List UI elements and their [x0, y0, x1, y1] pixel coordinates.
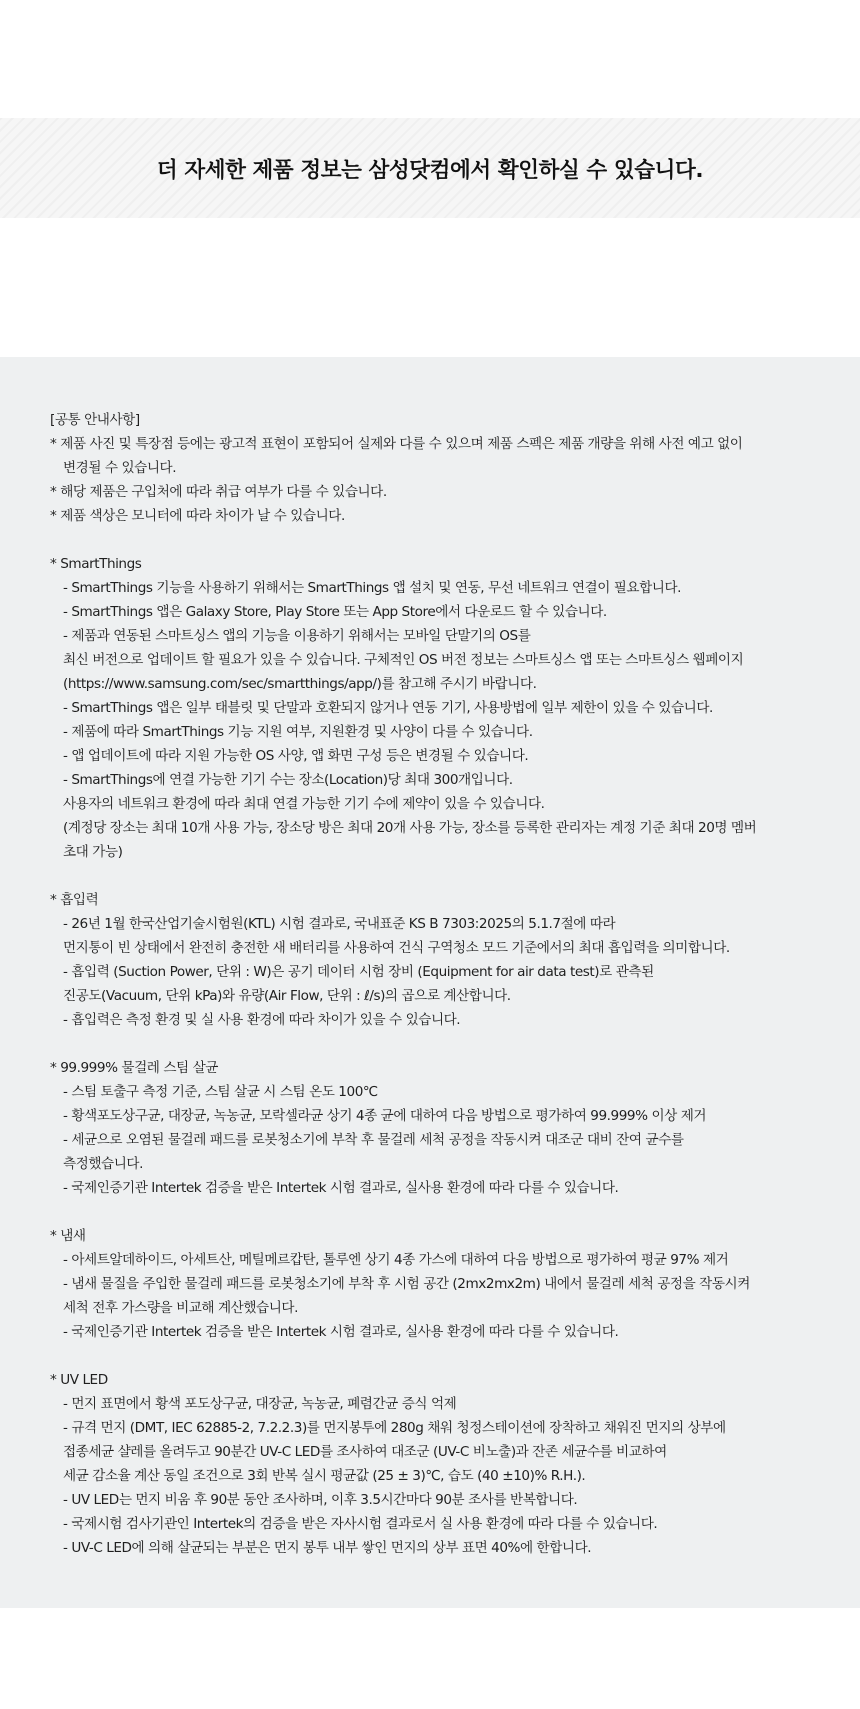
notice-heading: * SmartThings	[50, 556, 142, 572]
info-banner	[0, 118, 860, 218]
blank-line	[50, 1032, 810, 1056]
notice-heading: * 흡입력	[50, 892, 99, 908]
blank-line	[50, 864, 810, 888]
notice-line: (계정당 장소는 최대 10개 사용 가능, 장소당 방은 최대 20개 사용 가능, 장소를 등록한 관리자는 계정 기준 최대 20명 멤버	[63, 820, 757, 836]
notice-line: - 아세트알데하이드, 아세트산, 메틸메르캅탄, 톨루엔 상기 4종 가스에 대하여 다음 방법으로 평가하여 평균 97% 제거	[63, 1252, 729, 1268]
notice-line: 접종세균 샬레를 올려두고 90분간 UV-C LED를 조사하여 대조군 (UV-C 비노출)과 잔존 세균수를 비교하여	[63, 1444, 667, 1460]
notice-line: 측정했습니다.	[63, 1156, 143, 1172]
notice-line: - SmartThings에 연결 가능한 기기 수는 장소(Location)당 최대 300개입니다.	[63, 772, 513, 788]
notice-heading: * 99.999% 물걸레 스팀 살균	[50, 1060, 218, 1076]
notice-line: - 26년 1월 한국산업기술시험원(KTL) 시험 결과로, 국내표준 KS B 7303:2025의 5.1.7절에 따라	[63, 916, 616, 932]
notice-heading: * 냄새	[50, 1228, 86, 1244]
notice-line: - 냄새 물질을 주입한 물걸레 패드를 로봇청소기에 부착 후 시험 공간 (2mx2mx2m) 내에서 물걸레 세척 공정을 작동시켜	[63, 1276, 750, 1292]
notice-line: 최신 버전으로 업데이트 할 필요가 있을 수 있습니다. 구체적인 OS 버전 정보는 스마트싱스 앱 또는 스마트싱스 웹페이지	[63, 652, 744, 668]
notice-line: - SmartThings 앱은 일부 태블릿 및 단말과 호환되지 않거나 연동 기기, 사용방법에 일부 제한이 있을 수 있습니다.	[63, 700, 713, 716]
notice-line: - 흡입력 (Suction Power, 단위 : W)은 공기 데이터 시험 장비 (Equipment for air data test)로 관측된	[63, 964, 654, 980]
notice-line: - SmartThings 앱은 Galaxy Store, Play Store 또는 App Store에서 다운로드 할 수 있습니다.	[63, 604, 607, 620]
notice-line: - 앱 업데이트에 따라 지원 가능한 OS 사양, 앱 화면 구성 등은 변경될 수 있습니다.	[63, 748, 529, 764]
notice-line: 사용자의 네트워크 환경에 따라 최대 연결 가능한 기기 수에 제약이 있을 수 있습니다.	[63, 796, 545, 812]
notice-heading: * 해당 제품은 구입처에 따라 취급 여부가 다를 수 있습니다.	[50, 484, 387, 500]
notice-line: 먼지통이 빈 상태에서 완전히 충전한 새 배터리를 사용하여 건식 구역청소 모드 기준에서의 최대 흡입력을 의미합니다.	[63, 940, 730, 956]
notice-line: - 제품과 연동된 스마트싱스 앱의 기능을 이용하기 위해서는 모바일 단말기의 OS를	[63, 628, 531, 644]
notice-line: - UV-C LED에 의해 살균되는 부분은 먼지 봉투 내부 쌓인 먼지의 상부 표면 40%에 한합니다.	[63, 1540, 592, 1556]
notice-section	[0, 357, 860, 1608]
notice-line: - 국제인증기관 Intertek 검증을 받은 Intertek 시험 결과로, 실사용 환경에 따라 다를 수 있습니다.	[63, 1324, 619, 1340]
notice-line: - 스팀 토출구 측정 기준, 스팀 살균 시 스팀 온도 100℃	[63, 1084, 378, 1100]
banner-title: 더 자세한 제품 정보는 삼성닷컴에서 확인하실 수 있습니다.	[156, 157, 704, 183]
notice-line: 초대 가능)	[63, 844, 123, 860]
notice-line: - 흡입력은 측정 환경 및 실 사용 환경에 따라 차이가 있을 수 있습니다.	[63, 1012, 461, 1028]
blank-line	[50, 1344, 810, 1368]
notice-line: - UV LED는 먼지 비움 후 90분 동안 조사하며, 이후 3.5시간마다 90분 조사를 반복합니다.	[63, 1492, 578, 1508]
notice-line: - SmartThings 기능을 사용하기 위해서는 SmartThings 앱 설치 및 연동, 무선 네트워크 연결이 필요합니다.	[63, 580, 682, 596]
notice-line: - 국제시험 검사기관인 Intertek의 검증을 받은 자사시험 결과로서 실 사용 환경에 따라 다를 수 있습니다.	[63, 1516, 658, 1532]
notice-line: 진공도(Vacuum, 단위 kPa)와 유량(Air Flow, 단위 : ℓ/s)의 곱으로 계산합니다.	[63, 988, 511, 1004]
notice-line: - 제품에 따라 SmartThings 기능 지원 여부, 지원환경 및 사양이 다를 수 있습니다.	[63, 724, 533, 740]
notice-text	[50, 408, 810, 1560]
notice-line: - 세균으로 오염된 물걸레 패드를 로봇청소기에 부착 후 물걸레 세척 공정을 작동시켜 대조군 대비 잔여 균수를	[63, 1132, 684, 1148]
notice-line: (https://www.samsung.com/sec/smartthings/app/)를 참고해 주시기 바랍니다.	[63, 676, 537, 692]
notice-line: - 황색포도상구균, 대장균, 녹농균, 모락셀라균 상기 4종 균에 대하여 다음 방법으로 평가하여 99.999% 이상 제거	[63, 1108, 707, 1124]
notice-line: 변경될 수 있습니다.	[63, 460, 177, 476]
blank-line	[50, 1200, 810, 1224]
notice-heading: * 제품 색상은 모니터에 따라 차이가 날 수 있습니다.	[50, 508, 345, 524]
notice-heading: [공통 안내사항]	[50, 412, 140, 428]
blank-line	[50, 528, 810, 552]
notice-line: 세척 전후 가스량을 비교해 계산했습니다.	[63, 1300, 298, 1316]
notice-line: 세균 감소율 계산 동일 조건으로 3회 반복 실시 평균값 (25 ± 3)℃, 습도 (40 ±10)% R.H.).	[63, 1468, 586, 1484]
notice-line: - 먼지 표면에서 황색 포도상구균, 대장균, 녹농균, 폐렴간균 증식 억제	[63, 1396, 457, 1412]
notice-heading: * UV LED	[50, 1372, 108, 1388]
notice-heading: * 제품 사진 및 특장점 등에는 광고적 표현이 포함되어 실제와 다를 수 있으며 제품 스펙은 제품 개량을 위해 사전 예고 없이	[50, 436, 743, 452]
notice-line: - 국제인증기관 Intertek 검증을 받은 Intertek 시험 결과로, 실사용 환경에 따라 다를 수 있습니다.	[63, 1180, 619, 1196]
notice-line: - 규격 먼지 (DMT, IEC 62885-2, 7.2.2.3)를 먼지봉투에 280g 채워 청정스테이션에 장착하고 채워진 먼지의 상부에	[63, 1420, 726, 1436]
